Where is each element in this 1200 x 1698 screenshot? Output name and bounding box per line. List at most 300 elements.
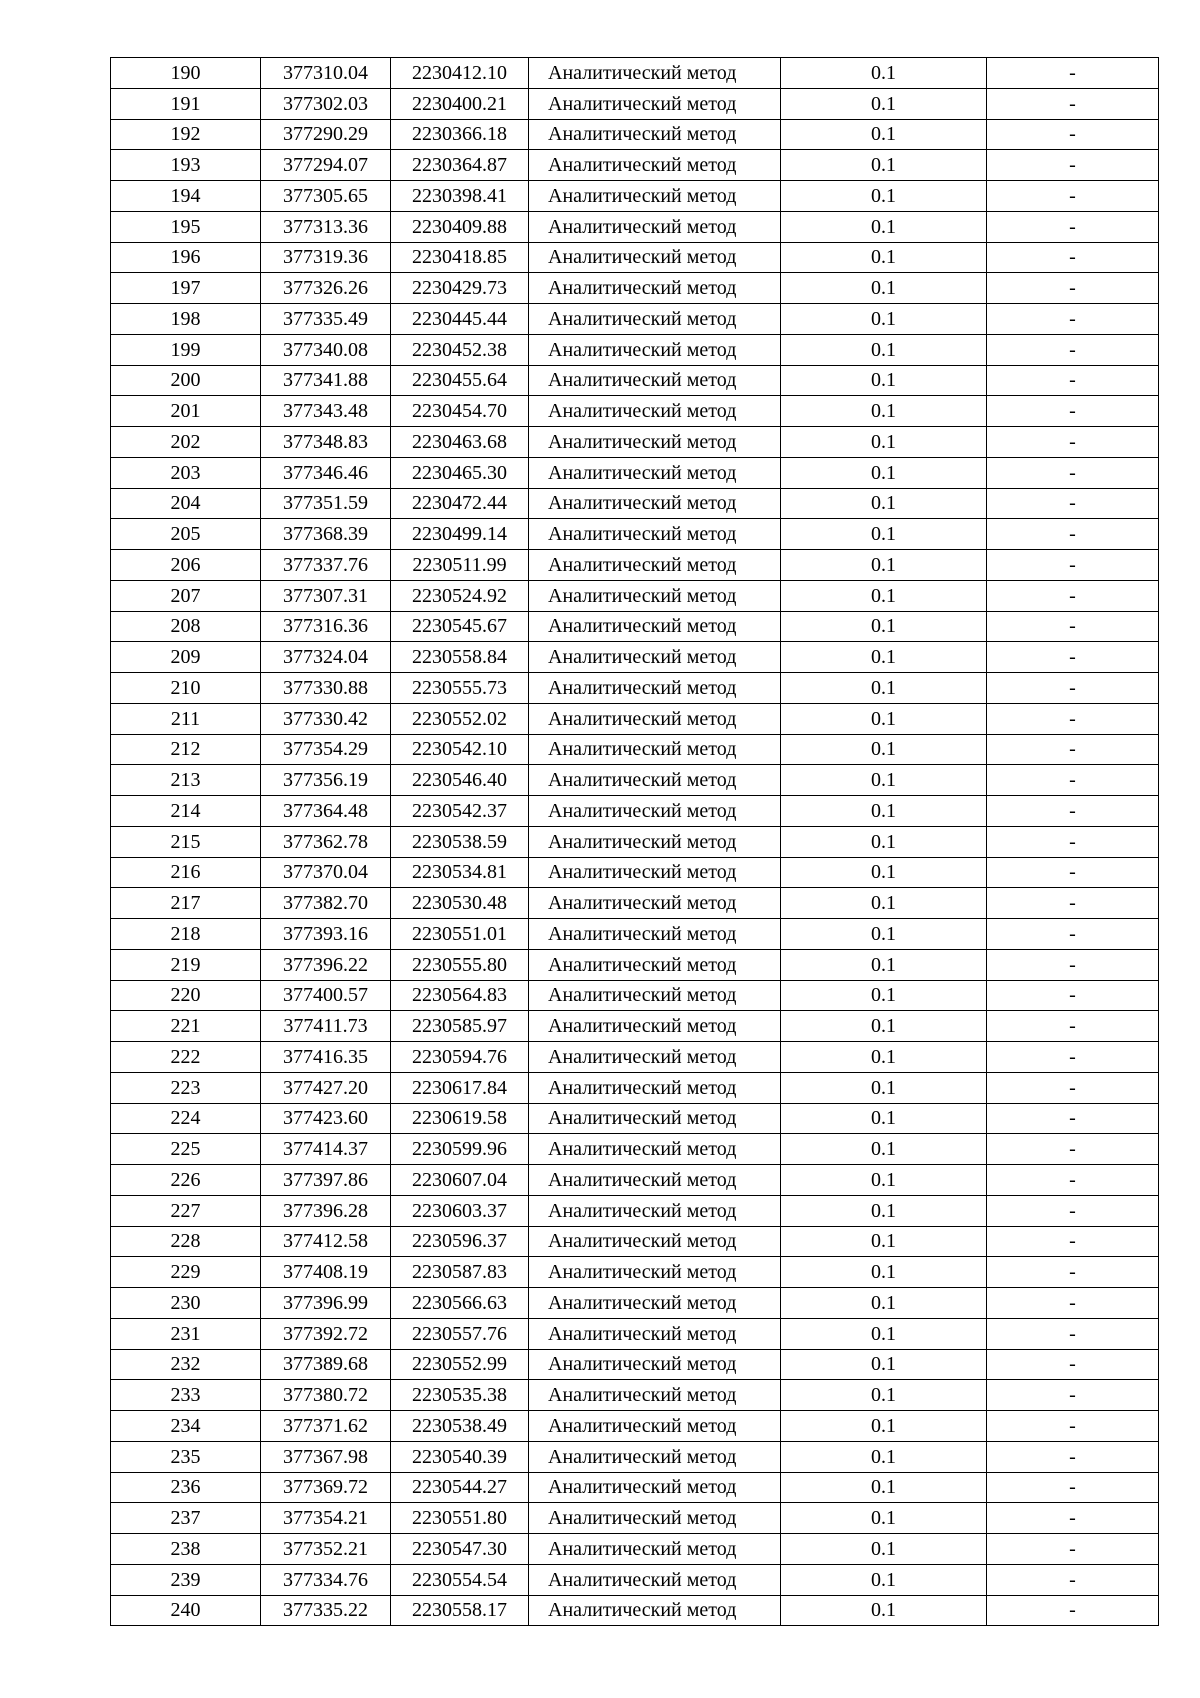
formula-cell: -: [987, 580, 1159, 611]
point-number-cell: 237: [111, 1503, 261, 1534]
y-coordinate-cell: 2230465.30: [391, 457, 529, 488]
x-coordinate-cell: 377310.04: [261, 58, 391, 89]
point-number-cell: 231: [111, 1318, 261, 1349]
point-number-cell: 217: [111, 888, 261, 919]
point-number-cell: 233: [111, 1380, 261, 1411]
method-cell: Аналитический метод: [529, 88, 781, 119]
x-coordinate-cell: 377316.36: [261, 611, 391, 642]
point-number-cell: 202: [111, 427, 261, 458]
y-coordinate-cell: 2230564.83: [391, 980, 529, 1011]
accuracy-cell: 0.1: [781, 273, 987, 304]
y-coordinate-cell: 2230587.83: [391, 1257, 529, 1288]
point-number-cell: 216: [111, 857, 261, 888]
method-cell: Аналитический метод: [529, 488, 781, 519]
accuracy-cell: 0.1: [781, 88, 987, 119]
method-cell: Аналитический метод: [529, 1595, 781, 1626]
formula-cell: -: [987, 304, 1159, 335]
table-row: [111, 58, 1159, 89]
formula-cell: -: [987, 611, 1159, 642]
coordinates-table-body: [111, 58, 1159, 1626]
x-coordinate-cell: 377305.65: [261, 181, 391, 212]
method-cell: Аналитический метод: [529, 580, 781, 611]
table-row: [111, 826, 1159, 857]
formula-cell: -: [987, 919, 1159, 950]
accuracy-cell: 0.1: [781, 427, 987, 458]
method-cell: Аналитический метод: [529, 1072, 781, 1103]
x-coordinate-cell: 377396.28: [261, 1195, 391, 1226]
x-coordinate-cell: 377369.72: [261, 1472, 391, 1503]
formula-cell: -: [987, 1534, 1159, 1565]
accuracy-cell: 0.1: [781, 734, 987, 765]
formula-cell: -: [987, 181, 1159, 212]
table-row: [111, 1226, 1159, 1257]
table-row: [111, 88, 1159, 119]
accuracy-cell: 0.1: [781, 796, 987, 827]
formula-cell: -: [987, 1595, 1159, 1626]
accuracy-cell: 0.1: [781, 1349, 987, 1380]
method-cell: Аналитический метод: [529, 211, 781, 242]
formula-cell: -: [987, 949, 1159, 980]
table-row: [111, 242, 1159, 273]
accuracy-cell: 0.1: [781, 304, 987, 335]
y-coordinate-cell: 2230554.54: [391, 1564, 529, 1595]
accuracy-cell: 0.1: [781, 1503, 987, 1534]
method-cell: Аналитический метод: [529, 888, 781, 919]
formula-cell: -: [987, 427, 1159, 458]
accuracy-cell: 0.1: [781, 919, 987, 950]
table-row: [111, 457, 1159, 488]
formula-cell: -: [987, 1195, 1159, 1226]
y-coordinate-cell: 2230524.92: [391, 580, 529, 611]
accuracy-cell: 0.1: [781, 181, 987, 212]
method-cell: Аналитический метод: [529, 980, 781, 1011]
x-coordinate-cell: 377307.31: [261, 580, 391, 611]
y-coordinate-cell: 2230617.84: [391, 1072, 529, 1103]
method-cell: Аналитический метод: [529, 181, 781, 212]
x-coordinate-cell: 377330.88: [261, 673, 391, 704]
point-number-cell: 214: [111, 796, 261, 827]
point-number-cell: 232: [111, 1349, 261, 1380]
y-coordinate-cell: 2230472.44: [391, 488, 529, 519]
point-number-cell: 224: [111, 1103, 261, 1134]
table-row: [111, 1564, 1159, 1595]
method-cell: Аналитический метод: [529, 1226, 781, 1257]
y-coordinate-cell: 2230535.38: [391, 1380, 529, 1411]
formula-cell: -: [987, 519, 1159, 550]
x-coordinate-cell: 377351.59: [261, 488, 391, 519]
accuracy-cell: 0.1: [781, 1165, 987, 1196]
y-coordinate-cell: 2230552.99: [391, 1349, 529, 1380]
accuracy-cell: 0.1: [781, 888, 987, 919]
y-coordinate-cell: 2230607.04: [391, 1165, 529, 1196]
method-cell: Аналитический метод: [529, 1503, 781, 1534]
x-coordinate-cell: 377397.86: [261, 1165, 391, 1196]
table-row: [111, 1503, 1159, 1534]
y-coordinate-cell: 2230603.37: [391, 1195, 529, 1226]
method-cell: Аналитический метод: [529, 919, 781, 950]
point-number-cell: 191: [111, 88, 261, 119]
table-row: [111, 1103, 1159, 1134]
table-row: [111, 1534, 1159, 1565]
table-row: [111, 1441, 1159, 1472]
accuracy-cell: 0.1: [781, 550, 987, 581]
formula-cell: -: [987, 1349, 1159, 1380]
y-coordinate-cell: 2230566.63: [391, 1288, 529, 1319]
y-coordinate-cell: 2230366.18: [391, 119, 529, 150]
formula-cell: -: [987, 242, 1159, 273]
accuracy-cell: 0.1: [781, 1411, 987, 1442]
formula-cell: -: [987, 334, 1159, 365]
method-cell: Аналитический метод: [529, 1534, 781, 1565]
accuracy-cell: 0.1: [781, 826, 987, 857]
point-number-cell: 201: [111, 396, 261, 427]
formula-cell: -: [987, 1318, 1159, 1349]
method-cell: Аналитический метод: [529, 519, 781, 550]
x-coordinate-cell: 377354.21: [261, 1503, 391, 1534]
accuracy-cell: 0.1: [781, 857, 987, 888]
table-row: [111, 796, 1159, 827]
method-cell: Аналитический метод: [529, 642, 781, 673]
table-row: [111, 334, 1159, 365]
x-coordinate-cell: 377354.29: [261, 734, 391, 765]
point-number-cell: 206: [111, 550, 261, 581]
x-coordinate-cell: 377334.76: [261, 1564, 391, 1595]
table-row: [111, 1165, 1159, 1196]
formula-cell: -: [987, 765, 1159, 796]
point-number-cell: 222: [111, 1042, 261, 1073]
y-coordinate-cell: 2230429.73: [391, 273, 529, 304]
x-coordinate-cell: 377346.46: [261, 457, 391, 488]
accuracy-cell: 0.1: [781, 519, 987, 550]
x-coordinate-cell: 377427.20: [261, 1072, 391, 1103]
y-coordinate-cell: 2230418.85: [391, 242, 529, 273]
accuracy-cell: 0.1: [781, 1103, 987, 1134]
table-row: [111, 949, 1159, 980]
table-row: [111, 181, 1159, 212]
x-coordinate-cell: 377348.83: [261, 427, 391, 458]
method-cell: Аналитический метод: [529, 1011, 781, 1042]
y-coordinate-cell: 2230551.80: [391, 1503, 529, 1534]
accuracy-cell: 0.1: [781, 150, 987, 181]
y-coordinate-cell: 2230463.68: [391, 427, 529, 458]
table-row: [111, 1195, 1159, 1226]
point-number-cell: 204: [111, 488, 261, 519]
point-number-cell: 190: [111, 58, 261, 89]
formula-cell: -: [987, 1011, 1159, 1042]
point-number-cell: 205: [111, 519, 261, 550]
y-coordinate-cell: 2230499.14: [391, 519, 529, 550]
table-row: [111, 919, 1159, 950]
formula-cell: -: [987, 1103, 1159, 1134]
point-number-cell: 230: [111, 1288, 261, 1319]
point-number-cell: 229: [111, 1257, 261, 1288]
x-coordinate-cell: 377367.98: [261, 1441, 391, 1472]
table-row: [111, 119, 1159, 150]
y-coordinate-cell: 2230619.58: [391, 1103, 529, 1134]
method-cell: Аналитический метод: [529, 1441, 781, 1472]
method-cell: Аналитический метод: [529, 119, 781, 150]
accuracy-cell: 0.1: [781, 211, 987, 242]
method-cell: Аналитический метод: [529, 826, 781, 857]
point-number-cell: 234: [111, 1411, 261, 1442]
x-coordinate-cell: 377371.62: [261, 1411, 391, 1442]
formula-cell: -: [987, 150, 1159, 181]
accuracy-cell: 0.1: [781, 1534, 987, 1565]
y-coordinate-cell: 2230596.37: [391, 1226, 529, 1257]
formula-cell: -: [987, 1441, 1159, 1472]
formula-cell: -: [987, 1165, 1159, 1196]
table-row: [111, 1011, 1159, 1042]
point-number-cell: 210: [111, 673, 261, 704]
point-number-cell: 196: [111, 242, 261, 273]
point-number-cell: 218: [111, 919, 261, 950]
formula-cell: -: [987, 642, 1159, 673]
x-coordinate-cell: 377319.36: [261, 242, 391, 273]
method-cell: Аналитический метод: [529, 242, 781, 273]
y-coordinate-cell: 2230599.96: [391, 1134, 529, 1165]
y-coordinate-cell: 2230540.39: [391, 1441, 529, 1472]
y-coordinate-cell: 2230364.87: [391, 150, 529, 181]
formula-cell: -: [987, 1472, 1159, 1503]
formula-cell: -: [987, 1257, 1159, 1288]
formula-cell: -: [987, 365, 1159, 396]
accuracy-cell: 0.1: [781, 949, 987, 980]
method-cell: Аналитический метод: [529, 1318, 781, 1349]
accuracy-cell: 0.1: [781, 1226, 987, 1257]
point-number-cell: 199: [111, 334, 261, 365]
x-coordinate-cell: 377393.16: [261, 919, 391, 950]
method-cell: Аналитический метод: [529, 334, 781, 365]
x-coordinate-cell: 377411.73: [261, 1011, 391, 1042]
method-cell: Аналитический метод: [529, 796, 781, 827]
method-cell: Аналитический метод: [529, 1380, 781, 1411]
point-number-cell: 194: [111, 181, 261, 212]
accuracy-cell: 0.1: [781, 703, 987, 734]
formula-cell: -: [987, 1134, 1159, 1165]
point-number-cell: 228: [111, 1226, 261, 1257]
method-cell: Аналитический метод: [529, 765, 781, 796]
point-number-cell: 227: [111, 1195, 261, 1226]
x-coordinate-cell: 377290.29: [261, 119, 391, 150]
accuracy-cell: 0.1: [781, 1134, 987, 1165]
method-cell: Аналитический метод: [529, 703, 781, 734]
y-coordinate-cell: 2230530.48: [391, 888, 529, 919]
method-cell: Аналитический метод: [529, 1165, 781, 1196]
x-coordinate-cell: 377423.60: [261, 1103, 391, 1134]
point-number-cell: 209: [111, 642, 261, 673]
y-coordinate-cell: 2230558.17: [391, 1595, 529, 1626]
formula-cell: -: [987, 980, 1159, 1011]
method-cell: Аналитический метод: [529, 1411, 781, 1442]
y-coordinate-cell: 2230452.38: [391, 334, 529, 365]
y-coordinate-cell: 2230455.64: [391, 365, 529, 396]
x-coordinate-cell: 377352.21: [261, 1534, 391, 1565]
method-cell: Аналитический метод: [529, 1257, 781, 1288]
point-number-cell: 220: [111, 980, 261, 1011]
point-number-cell: 211: [111, 703, 261, 734]
accuracy-cell: 0.1: [781, 1380, 987, 1411]
formula-cell: -: [987, 734, 1159, 765]
x-coordinate-cell: 377364.48: [261, 796, 391, 827]
point-number-cell: 207: [111, 580, 261, 611]
y-coordinate-cell: 2230534.81: [391, 857, 529, 888]
formula-cell: -: [987, 857, 1159, 888]
table-row: [111, 211, 1159, 242]
formula-cell: -: [987, 796, 1159, 827]
point-number-cell: 197: [111, 273, 261, 304]
table-row: [111, 1411, 1159, 1442]
accuracy-cell: 0.1: [781, 580, 987, 611]
table-row: [111, 888, 1159, 919]
x-coordinate-cell: 377392.72: [261, 1318, 391, 1349]
y-coordinate-cell: 2230511.99: [391, 550, 529, 581]
accuracy-cell: 0.1: [781, 334, 987, 365]
method-cell: Аналитический метод: [529, 949, 781, 980]
method-cell: Аналитический метод: [529, 1288, 781, 1319]
accuracy-cell: 0.1: [781, 642, 987, 673]
formula-cell: -: [987, 1288, 1159, 1319]
accuracy-cell: 0.1: [781, 1595, 987, 1626]
accuracy-cell: 0.1: [781, 119, 987, 150]
y-coordinate-cell: 2230542.10: [391, 734, 529, 765]
table-row: [111, 765, 1159, 796]
formula-cell: -: [987, 673, 1159, 704]
table-row: [111, 857, 1159, 888]
x-coordinate-cell: 377294.07: [261, 150, 391, 181]
point-number-cell: 193: [111, 150, 261, 181]
formula-cell: -: [987, 88, 1159, 119]
x-coordinate-cell: 377343.48: [261, 396, 391, 427]
formula-cell: -: [987, 1226, 1159, 1257]
method-cell: Аналитический метод: [529, 734, 781, 765]
method-cell: Аналитический метод: [529, 1564, 781, 1595]
method-cell: Аналитический метод: [529, 365, 781, 396]
formula-cell: -: [987, 826, 1159, 857]
formula-cell: -: [987, 396, 1159, 427]
formula-cell: -: [987, 1411, 1159, 1442]
table-row: [111, 1257, 1159, 1288]
method-cell: Аналитический метод: [529, 150, 781, 181]
table-row: [111, 1318, 1159, 1349]
accuracy-cell: 0.1: [781, 1011, 987, 1042]
table-row: [111, 396, 1159, 427]
accuracy-cell: 0.1: [781, 1257, 987, 1288]
point-number-cell: 225: [111, 1134, 261, 1165]
y-coordinate-cell: 2230538.49: [391, 1411, 529, 1442]
table-row: [111, 611, 1159, 642]
y-coordinate-cell: 2230552.02: [391, 703, 529, 734]
accuracy-cell: 0.1: [781, 58, 987, 89]
point-number-cell: 226: [111, 1165, 261, 1196]
formula-cell: -: [987, 1380, 1159, 1411]
x-coordinate-cell: 377368.39: [261, 519, 391, 550]
point-number-cell: 215: [111, 826, 261, 857]
table-row: [111, 1595, 1159, 1626]
accuracy-cell: 0.1: [781, 365, 987, 396]
y-coordinate-cell: 2230538.59: [391, 826, 529, 857]
method-cell: Аналитический метод: [529, 304, 781, 335]
x-coordinate-cell: 377380.72: [261, 1380, 391, 1411]
point-number-cell: 240: [111, 1595, 261, 1626]
y-coordinate-cell: 2230412.10: [391, 58, 529, 89]
method-cell: Аналитический метод: [529, 427, 781, 458]
formula-cell: -: [987, 1503, 1159, 1534]
accuracy-cell: 0.1: [781, 673, 987, 704]
table-row: [111, 703, 1159, 734]
accuracy-cell: 0.1: [781, 765, 987, 796]
table-row: [111, 642, 1159, 673]
table-row: [111, 673, 1159, 704]
x-coordinate-cell: 377408.19: [261, 1257, 391, 1288]
table-row: [111, 1380, 1159, 1411]
y-coordinate-cell: 2230546.40: [391, 765, 529, 796]
point-number-cell: 195: [111, 211, 261, 242]
y-coordinate-cell: 2230409.88: [391, 211, 529, 242]
formula-cell: -: [987, 550, 1159, 581]
table-row: [111, 150, 1159, 181]
point-number-cell: 203: [111, 457, 261, 488]
accuracy-cell: 0.1: [781, 980, 987, 1011]
method-cell: Аналитический метод: [529, 550, 781, 581]
method-cell: Аналитический метод: [529, 857, 781, 888]
x-coordinate-cell: 377412.58: [261, 1226, 391, 1257]
point-number-cell: 200: [111, 365, 261, 396]
method-cell: Аналитический метод: [529, 1195, 781, 1226]
table-row: [111, 1072, 1159, 1103]
x-coordinate-cell: 377356.19: [261, 765, 391, 796]
y-coordinate-cell: 2230555.73: [391, 673, 529, 704]
point-number-cell: 208: [111, 611, 261, 642]
accuracy-cell: 0.1: [781, 1195, 987, 1226]
x-coordinate-cell: 377400.57: [261, 980, 391, 1011]
formula-cell: -: [987, 58, 1159, 89]
x-coordinate-cell: 377396.22: [261, 949, 391, 980]
point-number-cell: 236: [111, 1472, 261, 1503]
point-number-cell: 235: [111, 1441, 261, 1472]
x-coordinate-cell: 377337.76: [261, 550, 391, 581]
x-coordinate-cell: 377326.26: [261, 273, 391, 304]
y-coordinate-cell: 2230545.67: [391, 611, 529, 642]
formula-cell: -: [987, 457, 1159, 488]
table-row: [111, 980, 1159, 1011]
formula-cell: -: [987, 1042, 1159, 1073]
accuracy-cell: 0.1: [781, 1472, 987, 1503]
formula-cell: -: [987, 888, 1159, 919]
x-coordinate-cell: 377335.49: [261, 304, 391, 335]
accuracy-cell: 0.1: [781, 1288, 987, 1319]
table-row: [111, 734, 1159, 765]
y-coordinate-cell: 2230400.21: [391, 88, 529, 119]
point-number-cell: 219: [111, 949, 261, 980]
x-coordinate-cell: 377330.42: [261, 703, 391, 734]
method-cell: Аналитический метод: [529, 1042, 781, 1073]
method-cell: Аналитический метод: [529, 1134, 781, 1165]
table-row: [111, 365, 1159, 396]
table-row: [111, 488, 1159, 519]
method-cell: Аналитический метод: [529, 273, 781, 304]
method-cell: Аналитический метод: [529, 457, 781, 488]
y-coordinate-cell: 2230558.84: [391, 642, 529, 673]
accuracy-cell: 0.1: [781, 1441, 987, 1472]
method-cell: Аналитический метод: [529, 58, 781, 89]
accuracy-cell: 0.1: [781, 457, 987, 488]
y-coordinate-cell: 2230585.97: [391, 1011, 529, 1042]
method-cell: Аналитический метод: [529, 396, 781, 427]
y-coordinate-cell: 2230398.41: [391, 181, 529, 212]
y-coordinate-cell: 2230555.80: [391, 949, 529, 980]
method-cell: Аналитический метод: [529, 611, 781, 642]
point-number-cell: 198: [111, 304, 261, 335]
